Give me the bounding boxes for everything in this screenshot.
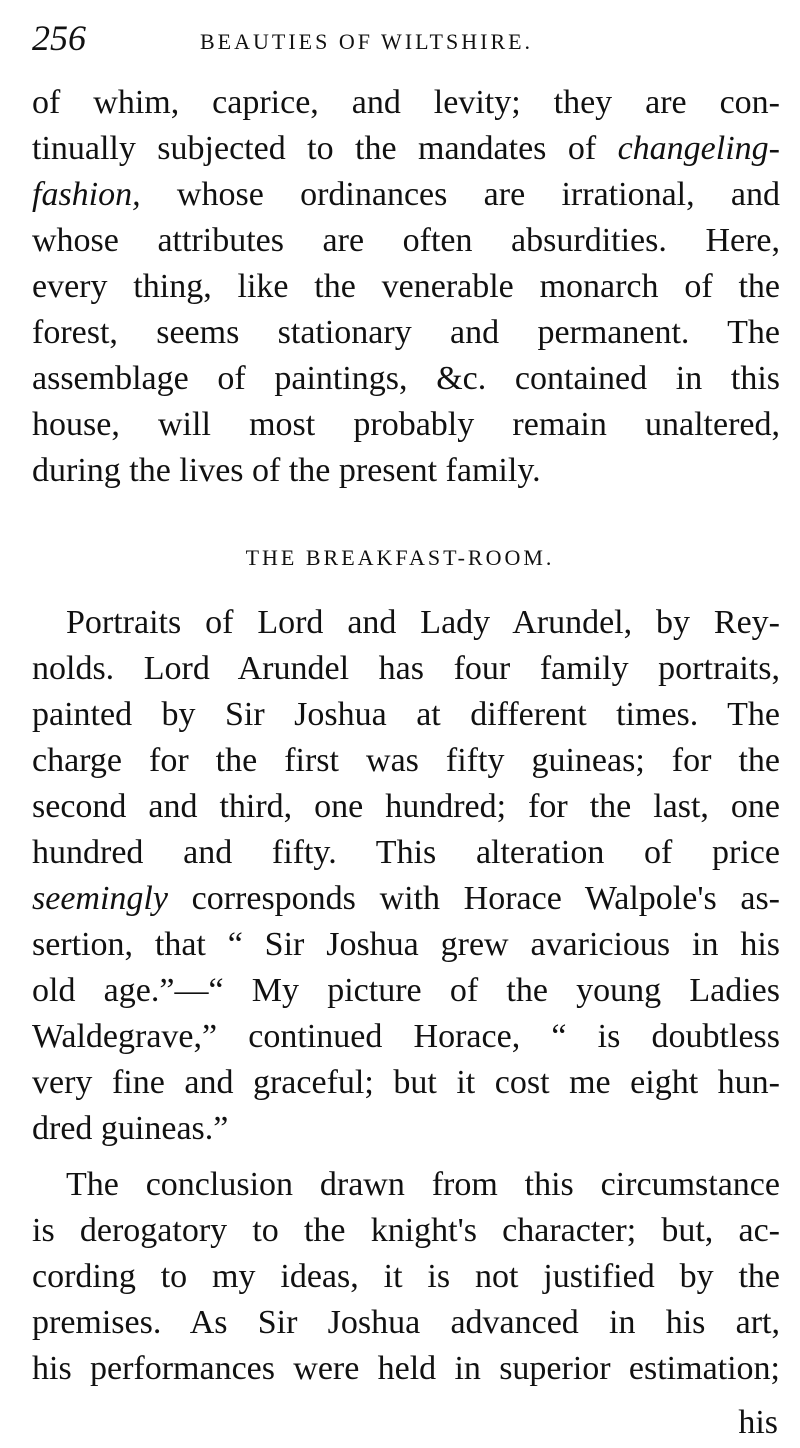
text-line: Portraits of Lord and Lady Arundel, by Rey- (66, 604, 780, 641)
text-line: old age.”—“ My picture of the young Ladies (32, 972, 780, 1009)
text-line: dred guineas.” (32, 1110, 229, 1147)
text-line: forest, seems stationary and permanent. The (32, 314, 780, 351)
text-span: corresponds with Horace Walpole's as- (167, 880, 780, 917)
text-line: Waldegrave,” continued Horace, “ is doubtless (32, 1018, 780, 1055)
text-line: The conclusion drawn from this circumstance (66, 1166, 780, 1203)
italic-term: fashion, (32, 176, 141, 213)
text-line: cording to my ideas, it is not justified by the (32, 1258, 780, 1295)
text-span: whose ordinances are irrational, and (140, 176, 780, 213)
running-title: BEAUTIES OF WILTSHIRE. (200, 29, 534, 54)
text-span: tinually subjected to the mandates of (32, 130, 618, 167)
text-line (32, 126, 780, 172)
running-head (32, 16, 780, 66)
text-line (32, 876, 780, 922)
text-line: every thing, like the venerable monarch of the (32, 268, 780, 305)
text-line: sertion, that “ Sir Joshua grew avaricious in his (32, 926, 780, 963)
section-heading: THE BREAKFAST-ROOM. (245, 545, 555, 570)
text-line: during the lives of the present family. (32, 452, 541, 489)
text-line: charge for the first was fifty guineas; for the (32, 742, 780, 779)
text-line: of whim, caprice, and levity; they are con- (32, 84, 780, 121)
text-line: painted by Sir Joshua at different times. The (32, 696, 780, 733)
text-line: his performances were held in superior estimation; (32, 1350, 780, 1387)
text-line: premises. As Sir Joshua advanced in his art, (32, 1304, 780, 1341)
text-line: second and third, one hundred; for the last, one (32, 788, 780, 825)
page-number: 256 (32, 18, 86, 58)
text-line: hundred and fifty. This alteration of price (32, 834, 780, 871)
italic-term: changeling- (617, 130, 780, 167)
text-line: nolds. Lord Arundel has four family portraits, (32, 650, 780, 687)
catchword: his (738, 1404, 778, 1441)
text-line (32, 172, 780, 218)
text-line: assemblage of paintings, &c. contained in this (32, 360, 780, 397)
text-line: is derogatory to the knight's character; but, ac- (32, 1212, 780, 1249)
text-line: house, will most probably remain unaltered, (32, 406, 780, 443)
italic-term: seemingly (32, 880, 168, 917)
text-line: very fine and graceful; but it cost me eight hun- (32, 1064, 780, 1101)
text-line: whose attributes are often absurdities. Here, (32, 222, 780, 259)
